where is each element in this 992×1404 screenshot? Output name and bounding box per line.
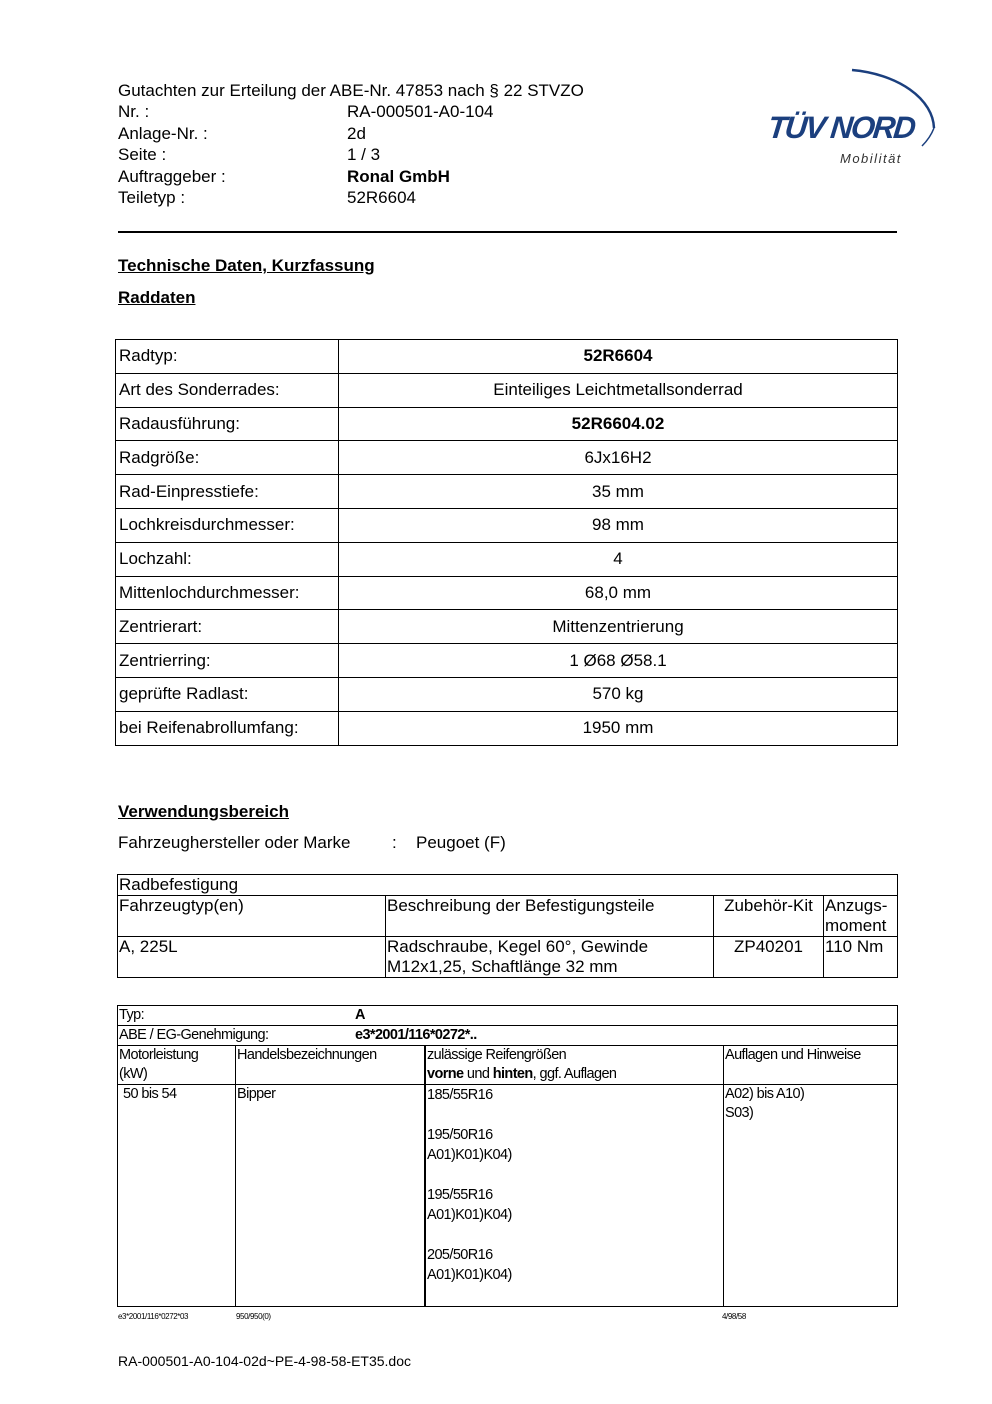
header-divider bbox=[118, 231, 897, 233]
mounting-header-desc: Beschreibung der Befestigungsteile bbox=[386, 896, 714, 937]
wheel-property-label: Mittenlochdurchmesser: bbox=[116, 576, 339, 610]
wheel-property-label: Art des Sonderrades: bbox=[116, 373, 339, 407]
section-wheel-data: Raddaten bbox=[118, 288, 196, 307]
vehicle-table bbox=[117, 1005, 898, 1307]
wheel-property-label: Radausführung: bbox=[116, 407, 339, 441]
mounting-desc-line: M12x1,25, Schaftlänge 32 mm bbox=[387, 957, 618, 976]
mounting-vehicle-type: A, 225L bbox=[118, 937, 386, 978]
wheel-property-value: 98 mm bbox=[339, 508, 898, 542]
wheel-property-value: 570 kg bbox=[339, 677, 898, 711]
wheel-property-value: 35 mm bbox=[339, 475, 898, 509]
table-footnote-left: e3*2001/116*0272*03 bbox=[118, 1312, 189, 1321]
header-tyres bbox=[425, 1046, 724, 1085]
table-row bbox=[116, 340, 898, 374]
tyre-size: 195/55R16 bbox=[427, 1187, 493, 1203]
header-row-nr bbox=[118, 101, 678, 122]
wheel-mounting-table bbox=[117, 874, 898, 978]
trade-name: Bipper bbox=[236, 1085, 426, 1307]
wheel-property-label: Zentrierring: bbox=[116, 644, 339, 678]
tyre-size: 205/50R16 bbox=[427, 1247, 493, 1263]
typ-label: Typ: bbox=[119, 1007, 144, 1023]
header-key: Nr. : bbox=[118, 102, 150, 122]
abe-label: ABE / EG-Genehmigung: bbox=[119, 1027, 269, 1043]
mounting-desc-line: Radschraube, Kegel 60°, Gewinde bbox=[387, 937, 649, 956]
mounting-header-torque: Anzugs- moment bbox=[824, 896, 898, 937]
header-tyres-line2: vorne und hinten, ggf. Auflagen bbox=[427, 1066, 617, 1082]
section-technical-data: Technische Daten, Kurzfassung bbox=[118, 256, 375, 275]
header-value: 2d bbox=[347, 123, 366, 143]
tyre-notes: A01)K01)K04) bbox=[427, 1147, 512, 1163]
usage-value: Peugoet (F) bbox=[416, 833, 506, 852]
table-row bbox=[116, 576, 898, 610]
table-row bbox=[116, 441, 898, 475]
header-row-teiletyp bbox=[118, 187, 678, 208]
vehicle-approval-row bbox=[118, 1026, 898, 1046]
header-value: RA-000501-A0-104 bbox=[347, 102, 494, 122]
tyre-notes: A01)K01)K04) bbox=[427, 1267, 512, 1283]
wheel-property-label: Lochkreisdurchmesser: bbox=[116, 508, 339, 542]
document-title: Gutachten zur Erteilung der ABE-Nr. 47853 nach § 22 STVZO bbox=[118, 81, 584, 100]
usage-label: Fahrzeughersteller oder Marke bbox=[118, 833, 351, 852]
header-value: Ronal GmbH bbox=[347, 166, 450, 186]
notes-line: S03) bbox=[725, 1105, 754, 1121]
wheel-property-value: Mittenzentrierung bbox=[339, 610, 898, 644]
tuev-nord-logo bbox=[762, 58, 942, 170]
table-footnote-right: 4/98/58 bbox=[722, 1312, 746, 1321]
header-trade-names: Handelsbezeichnungen bbox=[236, 1046, 426, 1085]
header-key: Teiletyp : bbox=[118, 188, 186, 208]
tyre-size: 185/55R16 bbox=[427, 1087, 493, 1103]
header-power: Motorleistung (kW) bbox=[118, 1046, 236, 1085]
header-value: 52R6604 bbox=[347, 188, 417, 208]
wheel-property-label: Radtyp: bbox=[116, 340, 339, 374]
header-value: 1 / 3 bbox=[347, 145, 381, 165]
table-row bbox=[116, 610, 898, 644]
wheel-property-value: 52R6604.02 bbox=[339, 407, 898, 441]
wheel-property-value: 68,0 mm bbox=[339, 576, 898, 610]
header-notes: Auflagen und Hinweise bbox=[724, 1046, 898, 1085]
mounting-header-type: Fahrzeugtyp(en) bbox=[118, 896, 386, 937]
usage-manufacturer bbox=[118, 833, 506, 853]
wheel-property-label: Lochzahl: bbox=[116, 542, 339, 576]
document-header bbox=[118, 80, 678, 208]
header-row-auftraggeber bbox=[118, 166, 678, 187]
wheel-data-table bbox=[115, 339, 898, 746]
vehicle-type-row bbox=[118, 1006, 898, 1026]
wheel-property-label: Radgröße: bbox=[116, 441, 339, 475]
notes-cell bbox=[724, 1085, 898, 1307]
mounting-kit: ZP40201 bbox=[714, 937, 824, 978]
header-row-anlage bbox=[118, 123, 678, 144]
wheel-property-value: 4 bbox=[339, 542, 898, 576]
wheel-property-value: 6Jx16H2 bbox=[339, 441, 898, 475]
tyre-list bbox=[425, 1085, 724, 1307]
mounting-description bbox=[386, 937, 714, 978]
section-usage: Verwendungsbereich bbox=[118, 802, 289, 821]
mounting-header-kit: Zubehör-Kit bbox=[714, 896, 824, 937]
header-key: Auftraggeber : bbox=[118, 166, 226, 186]
table-row bbox=[116, 508, 898, 542]
wheel-property-label: geprüfte Radlast: bbox=[116, 677, 339, 711]
table-row bbox=[116, 542, 898, 576]
table-footnote-mid: 950/950(0) bbox=[236, 1312, 271, 1321]
header-key: Seite : bbox=[118, 145, 167, 165]
wheel-property-value: 1950 mm bbox=[339, 711, 898, 745]
wheel-property-value: 1 Ø68 Ø58.1 bbox=[339, 644, 898, 678]
mounting-torque: 110 Nm bbox=[824, 937, 898, 978]
logo-subtitle: Mobilität bbox=[840, 151, 902, 166]
wheel-property-value: 52R6604 bbox=[339, 340, 898, 374]
table-row bbox=[116, 711, 898, 745]
table-row bbox=[116, 373, 898, 407]
mounting-title: Radbefestigung bbox=[118, 875, 898, 896]
header-key: Anlage-Nr. : bbox=[118, 123, 208, 143]
table-row bbox=[116, 475, 898, 509]
table-row bbox=[116, 407, 898, 441]
document-filename: RA-000501-A0-104-02d~PE-4-98-58-ET35.doc bbox=[118, 1353, 412, 1369]
power-value: 50 bis 54 bbox=[118, 1085, 236, 1307]
wheel-property-label: Zentrierart: bbox=[116, 610, 339, 644]
notes-line: A02) bis A10) bbox=[725, 1086, 805, 1102]
table-row bbox=[116, 677, 898, 711]
header-row-seite bbox=[118, 144, 678, 165]
wheel-property-label: bei Reifenabrollumfang: bbox=[116, 711, 339, 745]
wheel-property-value: Einteiliges Leichtmetallsonderrad bbox=[339, 373, 898, 407]
tyre-notes: A01)K01)K04) bbox=[427, 1207, 512, 1223]
tyre-size: 195/50R16 bbox=[427, 1127, 493, 1143]
abe-value: e3*2001/116*0272*.. bbox=[355, 1027, 477, 1043]
wheel-property-label: Rad-Einpresstiefe: bbox=[116, 475, 339, 509]
header-tyres-line1: zulässige Reifengrößen bbox=[427, 1047, 567, 1063]
logo-brand: TÜV NORD bbox=[766, 110, 916, 145]
typ-value: A bbox=[355, 1007, 365, 1023]
usage-separator: : bbox=[392, 833, 397, 852]
table-row bbox=[116, 644, 898, 678]
